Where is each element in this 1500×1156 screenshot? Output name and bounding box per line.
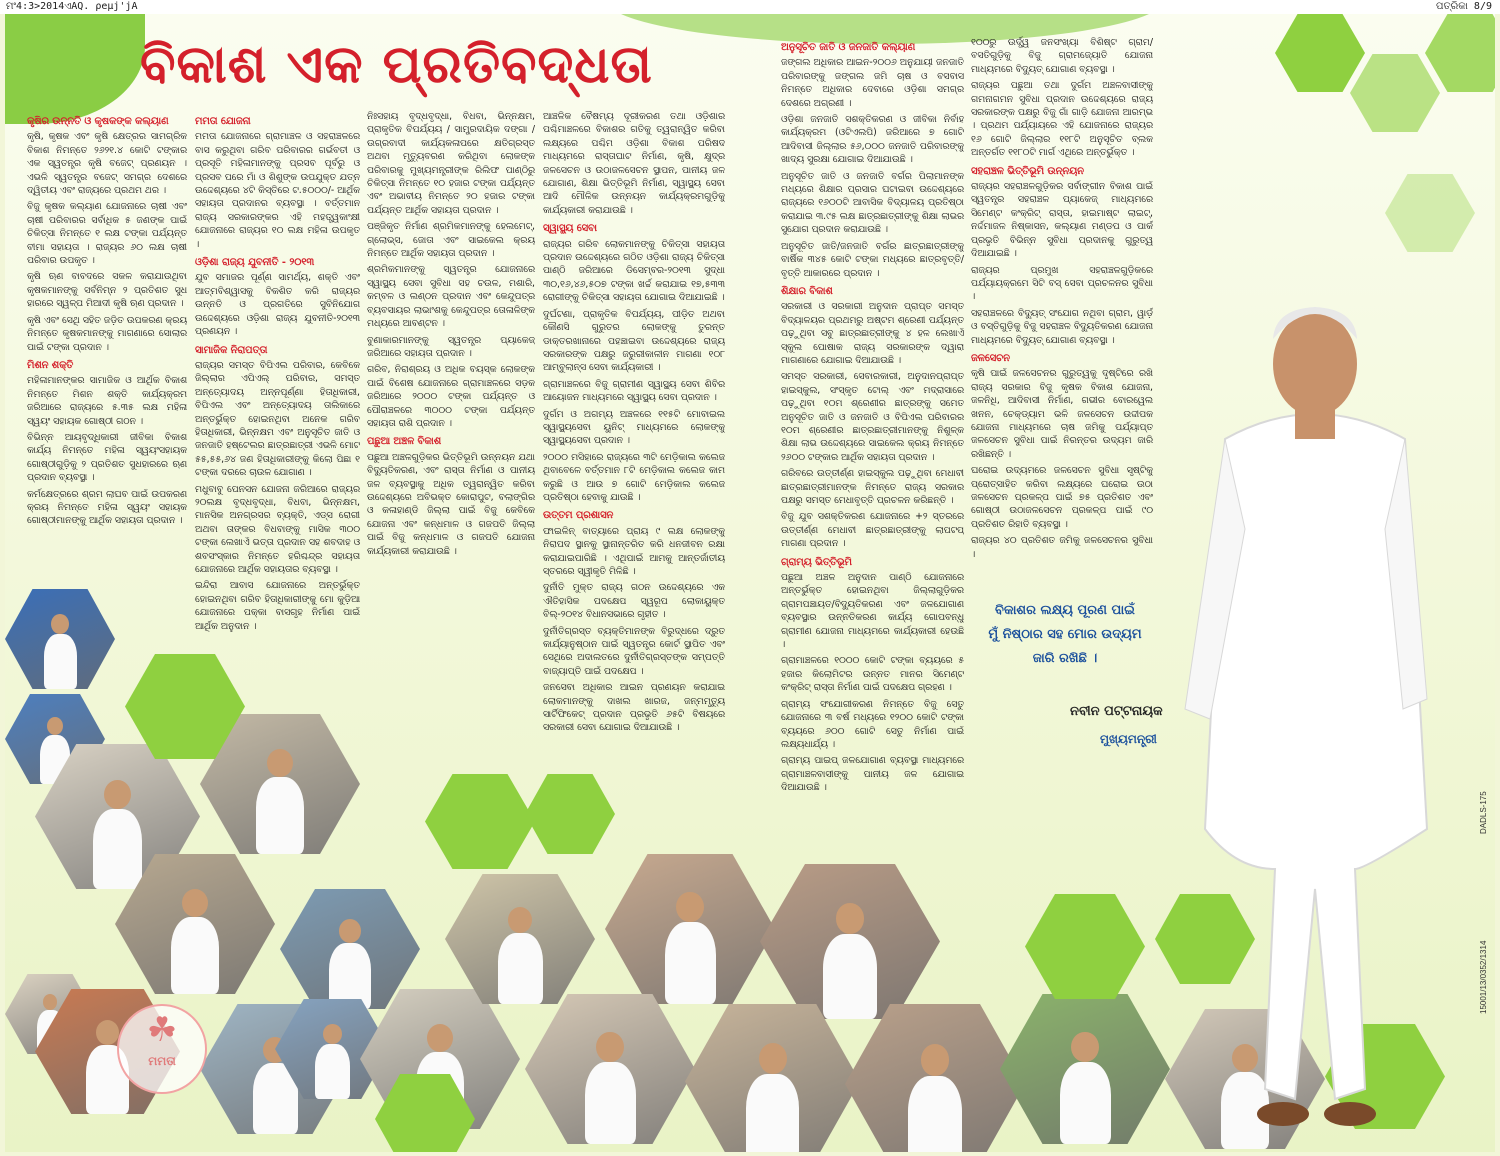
chief-minister-photo [1165, 269, 1435, 1149]
person-head [759, 1043, 787, 1074]
person-head [1071, 1032, 1098, 1062]
person-figure [498, 933, 543, 1005]
paragraph: ଦୁର୍ନୀତି ମୁକ୍ତ ରାଜ୍ୟ ଗଠନ ଉଦ୍ଦେଶ୍ୟରେ ଏକ ଐତିହାସିକ ପଦକ୍ଷେପ ସ୍ୱରୂପ ଲୋକାୟୁକ୍ତ ବିଲ୍-୨୦୧୪ ବିଧାନସଭାରେ ଗୃହୀତ । [543, 582, 725, 621]
paragraph: ରାଜ୍ୟର ପଛୁଆ ତଥା ଦୁର୍ଗମ ଅଞ୍ଚଳବାସୀଙ୍କୁ ଗମନାଗମନ ସୁବିଧା ପ୍ରଦାନ ଉଦ୍ଦେଶ୍ୟରେ ରାଜ୍ୟ ସରକାରଙ୍କ ପକ୍ଷରୁ ବିଜୁ ଗାଁ ଗାଡ଼ି ଯୋଜନା ଆରମ୍ଭ । ପ୍ରଥମ ପର୍ଯ୍ୟାୟରେ ଏହି ଯୋଜନାରେ ରାଜ୍ୟର ୧୬ ଗୋଟି ଜିଲ୍ଲାର ୧୧୮ଟି ଅନୁସୂଚିତ ବ୍ଲକ ଅନ୍ତର୍ଗତ ୧୧୮୦ଟି ମାର୍ଗ ଏଥିରେ ଅନ୍ତର୍ଭୁକ୍ତ । [971, 80, 1153, 159]
paragraph: କର୍ମକ୍ଷେତ୍ରରେ ଶ୍ରମ ଲାଘବ ପାଇଁ ଉପକରଣ କ୍ରୟ ନିମନ୍ତେ ମହିଳା ସ୍ୱୟଂ ସହାୟକ ଗୋଷ୍ଠୀମାନଙ୍କୁ ଆର୍ଥିକ ସହାୟତା ପ୍ରଦାନ । [27, 488, 187, 527]
paragraph: ଶ୍ରମିକମାନଙ୍କୁ ସ୍ୱତନ୍ତ୍ର ଯୋଜନାରେ ସ୍ୱାସ୍ଥ୍ୟ ସେବା ସୁବିଧା ସହ ଚଉଳ, ମଶାରି, କମ୍ବଳ ଓ ଲଣ୍ଠନ ପ୍ରଦାନ ଏବଂ କେନ୍ଦୁପତ୍ର ବ୍ୟବସାୟର ଲାଭାଂଶକୁ କେନ୍ଦୁପତ୍ର ତୋଳାଳିଙ୍କ ମଧ୍ୟରେ ଆବଣ୍ଟନ । [367, 264, 535, 330]
paragraph: ବୁଣାକାରମାନଙ୍କୁ ସ୍ୱତନ୍ତ୍ର ପ୍ୟାକେଜ୍ ଜରିଆରେ ସହାୟତା ପ୍ରଦାନ । [367, 334, 535, 359]
cm-quote [965, 599, 1165, 671]
person-head [267, 749, 293, 777]
section-heading: ସ୍ୱାସ୍ଥ୍ୟ ସେବା [543, 223, 597, 235]
photo-hex [445, 874, 595, 1004]
paragraph: ଗ୍ରାମାଞ୍ଚଳରେ ବିଜୁ ଗ୍ରାମୀଣ ସ୍ୱାସ୍ଥ୍ୟ ସେବା ଶିବିର ଆୟୋଜନ ମାଧ୍ୟମରେ ସ୍ୱାସ୍ଥ୍ୟ ସେବା ପ୍ରଦାନ । [543, 378, 725, 404]
dadls-code: DADLS-175 [1479, 791, 1488, 834]
deco-hex [1275, 14, 1365, 92]
deco-hex [1350, 54, 1440, 132]
person-figure [1060, 1062, 1111, 1145]
paragraph: ଅନୁସୂଚିତ ଜାତି/ଜନଜାତି ବର୍ଗର ଛାତ୍ରଛାତ୍ରୀଙ୍କୁ ବାର୍ଷିକ ୩୪୫ କୋଟି ଟଙ୍କା ମଧ୍ୟରେ ଛାତ୍ରବୃତ୍ତି/ବୃତ୍ତି ଆକାରରେ ପ୍ରଦାନ । [781, 240, 964, 279]
paragraph: ଗ୍ରାମ୍ୟ ସଂଯୋଗୀକରଣ ନିମନ୍ତେ ବିଜୁ ସେତୁ ଯୋଜନାରେ ୩ ବର୍ଷ ମଧ୍ୟରେ ୧୨୦୦ କୋଟି ଟଙ୍କା ବ୍ୟୟରେ ୬୦୦ ଗୋଟି ସେତୁ ନିର୍ମାଣ ପାଇଁ ଲକ୍ଷ୍ୟଧାର୍ଯ୍ୟ । [781, 698, 964, 750]
reference-code: 15001/13/0352/1314 [1479, 940, 1488, 1014]
paragraph: ଅନୁସୂଚିତ ଜାତି ଓ ଜନଜାତି ବର୍ଗର ପିଲାମାନଙ୍କ ମଧ୍ୟରେ ଶିକ୍ଷାର ପ୍ରସାର ଘଟାଇବା ଉଦ୍ଦେଶ୍ୟରେ ରାଜ୍ୟରେ ୧୬୦୦ଟି ଆବାସିକ ବିଦ୍ୟାଳୟ ପ୍ରତିଷ୍ଠା କରାଯାଇ ୩.୯୫ ଲକ୍ଷ ଛାତ୍ରଛାତ୍ରୀଙ୍କୁ ଶିକ୍ଷା ଲାଭର ସୁଯୋଗ ପ୍ରଦାନ କରାଯାଉଛି । [781, 170, 964, 236]
green-blob [5, 14, 145, 124]
paragraph: ଦୁର୍ଗମ ଓ ଅଗମ୍ୟ ଅଞ୍ଚଳରେ ୧୧୫ଟି ମୋବାଇଲ ସ୍ୱାସ୍ଥ୍ୟସେବା ୟୁନିଟ୍ ମାଧ୍ୟମରେ ଲୋକଙ୍କୁ ସ୍ୱାସ୍ଥ୍ୟସେବା ପ୍ରଦାନ । [543, 408, 725, 447]
advertisement-page [5, 14, 1495, 1152]
person-head [96, 1020, 119, 1045]
paragraph: ସମସ୍ତ ସରକାରୀ, ସେବାରକାରୀ, ଅନୁଦାନପ୍ରାପ୍ତ ହାଇସ୍କୁଲ, ସଂସ୍କୃତ ଟୋଲ୍ ଏବଂ ମଦ୍ରାସାରେ ପଢ଼ୁଥିବା ୧୦ମ ଶ୍ରେଣୀର ଛାତ୍ରଙ୍କୁ ସମେତ ଅନୁସୂଚିତ ଜାତି ଓ ଜନଜାତି ଓ ବିପିଏଲ ପରିବାରର ୧୦ମ ଶ୍ରେଣୀର ଛାତ୍ରଛାତ୍ରୀମାନଙ୍କୁ ନିଶୁଳ୍କ ଶିକ୍ଷା ଲାଭ ଉଦ୍ଦେଶ୍ୟରେ ସାଇକେଲ କ୍ରୟ ନିମନ୍ତେ ୨୬୦୦ ଟଙ୍କାର ଆର୍ଥିକ ସହାୟତା ପ୍ରଦାନ । [781, 371, 964, 463]
text-column [781, 36, 964, 816]
paragraph: ଜନସେବା ଅଧିକାର ଆଇନ ପ୍ରଣୟନ କରାଯାଇ ଲୋକମାନଙ୍କୁ ଦାଖଲ ଖାରଜ, ଜନ୍ମମୃତ୍ୟୁ ସାର୍ଟିଫିକେଟ୍ ପ୍ରଦାନ ପ୍ରଭୃତି ୬୫ଟି ବିଷୟରେ ସରକାରୀ ସେବା ଯୋଗାଇ ଦିଆଯାଉଛି । [543, 682, 725, 734]
paragraph: ନିଃସହାୟ ବୃଦ୍ଧବୃଦ୍ଧା, ବିଧବା, ଭିନ୍ନକ୍ଷମ, ପ୍ରାକୃତିକ ବିପର୍ଯ୍ୟୟ / ସାମ୍ପ୍ରଦାୟିକ ଦଙ୍ଗା / ଉଗ୍ରବାଦୀ କାର୍ଯ୍ୟକଳାପରେ କ୍ଷତିଗ୍ରସ୍ତ ଅଥବା ମୃତ୍ୟୁବରଣ କରିଥିବା ଲୋକଙ୍କ ପରିବାରକୁ ମୁଖ୍ୟମନ୍ତ୍ରୀଙ୍କ ରିଲିଫ ପାଣ୍ଠିରୁ ଚିକିତ୍ସା ନିମନ୍ତେ ୧୦ ହଜାର ଟଙ୍କା ପର୍ଯ୍ୟନ୍ତ ଏବଂ ଅଭାବୀୟ ନିମନ୍ତେ ୨୦ ହଜାର ଟଙ୍କା ପର୍ଯ୍ୟନ୍ତ ଆର୍ଥିକ ସହାୟତା ପ୍ରଦାନ । [367, 111, 535, 216]
person-head [43, 994, 57, 1010]
paragraph: ଆଞ୍ଚଳିକ ବୈଷମ୍ୟ ଦୂରୀକରଣ ତଥା ଓଡ଼ିଶାର ପଶ୍ଚିମାଞ୍ଚଳରେ ବିକାଶର ଗତିକୁ ତ୍ୱରାନ୍ୱିତ କରିବା ଲକ୍ଷ୍ୟରେ ପଶ୍ଚିମ ଓଡ଼ିଶା ବିକାଶ ପରିଷଦ ମାଧ୍ୟମରେ ରାସ୍ତାଘାଟ ନିର୍ମାଣ, କୃଷି, କ୍ଷୁଦ୍ର ଜଳସେଚନ ଓ ଉଠାଜଳସେଚନ ସ୍ଥାପନ, ପାନୀୟ ଜଳ ଯୋଗାଣ, ଶିକ୍ଷା ଭିତ୍ତିଭୂମି ନିର୍ମାଣ, ସ୍ୱାସ୍ଥ୍ୟ ସେବା ଆଦି ମୌଳିକ ଉନ୍ନୟନ କାର୍ଯ୍ୟକ୍ରମଗୁଡ଼ିକୁ କାର୍ଯ୍ୟକାରୀ କରାଯାଉଛି । [543, 111, 725, 216]
person-figure [93, 809, 143, 889]
paragraph: ରାଜ୍ୟର ଗରିବ ଲୋକମାନଙ୍କୁ ଚିକିତ୍ସା ସହାୟତା ପ୍ରଦାନ ଉଦ୍ଦେଶ୍ୟରେ ଗଠିତ ଓଡ଼ିଶା ରାଜ୍ୟ ଚିକିତ୍ସା ପାଣ୍ଠି ଜରିଆରେ ଡିସେମ୍ବର-୨୦୧୩ ସୁଦ୍ଧା ୩୦,୧୬,୪୬,୫୦୭ ଟଙ୍କା ଖର୍ଚ୍ଚ କରାଯାଇ ୧୭,୫୩୩ ରୋଗୀଙ୍କୁ ଚିକିତ୍ସା ସହାୟତା ଯୋଗାଇ ଦିଆଯାଇଛି । [543, 238, 725, 304]
person-head [47, 717, 63, 735]
paragraph: ସହରାଞ୍ଚଳରେ ବିଦ୍ୟୁତ୍ ସଂଯୋଗ ନଥିବା ଗ୍ରାମ, ୱାର୍ଡ଼ ଓ ବସ୍ତିଗୁଡ଼ିକୁ ବିଜୁ ସହରାଞ୍ଚଳ ବିଦ୍ୟୁତିକରଣ ଯୋଜନା ମାଧ୍ୟମରେ ବିଦ୍ୟୁତ୍ ଯୋଗାଣ ବ୍ୟବସ୍ଥା । [971, 307, 1153, 346]
page-number: ପତ୍ରିକା 8/9 [1436, 1, 1492, 12]
paragraph: କୃଷି ଏବଂ ସେଥି ସହିତ ଜଡ଼ିତ ଉପକରଣ କ୍ରୟ ନିମନ୍ତେ କୃଷକମାନଙ୍କୁ ମାଗଣାରେ ସୋଲାର ପାଇଁ ଟଙ୍କା ପ୍ରଦାନ । [27, 314, 187, 353]
paragraph: ୧୦୦ରୁ ଉର୍ଦ୍ଧ୍ୱ ଜନସଂଖ୍ୟା ବିଶିଷ୍ଟ ଗ୍ରାମ/ବସତିଗୁଡ଼ିକୁ ବିଜୁ ଗ୍ରାମଜ୍ୟୋତି ଯୋଜନା ମାଧ୍ୟମରେ ବିଦ୍ୟୁତ୍ ଯୋଗାଣ ବ୍ୟବସ୍ଥା । [971, 37, 1153, 75]
paragraph: ପଛୁଆ ଅଞ୍ଚଳ ଅନୁଦାନ ପାଣ୍ଠି ଯୋଜନାରେ ଅନ୍ତର୍ଭୁକ୍ତ ହୋଇନଥିବା ଜିଲ୍ଲାଗୁଡ଼ିକର ଗ୍ରାମପଞ୍ଚାୟତ/ବିଦ୍ୟୁତିକରଣ ଏବଂ ଜଳଯୋଗାଣ ବ୍ୟବସ୍ଥାର ଉନ୍ନତିକରଣ କାର୍ଯ୍ୟ ଗୋପବନ୍ଧୁ ଗ୍ରାମୀଣ ଯୋଜନା ମାଧ୍ୟମରେ କାର୍ଯ୍ୟକାରୀ ହେଉଛି । [781, 572, 964, 651]
signature: ନବୀନ ପଟ୍ଟନାୟକ [1070, 704, 1163, 719]
section-heading: କୃଷିର ଉନ୍ନତି ଓ କୃଷକଙ୍କ କଲ୍ୟାଣ [27, 116, 169, 127]
person-head [323, 1024, 341, 1044]
quote-line: ମୁଁ ନିଷ୍ଠାର ସହ ମୋର ଉଦ୍ୟମ [988, 627, 1142, 642]
paragraph: ଗ୍ରାମ୍ୟ ପାଇପ୍ ଜଳଯୋଗାଣ ବ୍ୟବସ୍ଥା ମାଧ୍ୟମରେ ଗ୍ରାମାଞ୍ଚଳବାସୀଙ୍କୁ ପାନୀୟ ଜଳ ଯୋଗାଇ ଦିଆଯାଉଛି । [781, 755, 964, 794]
deco-hex [1425, 14, 1495, 92]
text-column [195, 110, 360, 650]
photo-hex [605, 854, 775, 1004]
paragraph: ପଛୁଆ ଅଞ୍ଚଳଗୁଡ଼ିକର ଭିତ୍ତିଭୂମି ଉନ୍ନୟନ ଯଥା ବିଦ୍ୟୁତିକରଣ, ଏବଂ ରାସ୍ତା ନିର୍ମାଣ ଓ ପାନୀୟ ଜଳ ବ୍ୟବସ୍ଥାକୁ ଅଧିକ ତ୍ୱରାନ୍ୱିତ କରିବା ଉଦ୍ଦେଶ୍ୟରେ ଅବିଭକ୍ତ କୋରାପୁଟ, ବଲାଙ୍ଗିର ଓ କଳାହାଣ୍ଡି ଜିଲ୍ଲା ପାଇଁ ବିଜୁ କେବିକେ ଯୋଜନା ଏବଂ କନ୍ଧମାଳ ଓ ଗଜପତି ଜିଲ୍ଲା ପାଇଁ ବିଜୁ କନ୍ଧମାଳ ଓ ଗଜପତି ଯୋଜନା କାର୍ଯ୍ୟକାରୀ କରାଯାଉଛି । [367, 451, 535, 557]
text-column [543, 110, 725, 850]
photo-hex [1000, 994, 1170, 1144]
photo-hex [760, 864, 940, 1019]
section-heading: ଶିକ୍ଷାର ବିକାଶ [781, 285, 833, 297]
deco-hex [1385, 174, 1475, 252]
person-head [596, 1032, 623, 1062]
paragraph: ବିଭିନ୍ନ ଆୟବୃଦ୍ଧିକାରୀ ଜୀବିକା ବିକାଶ କାର୍ଯ୍ୟ ନିମନ୍ତେ ମହିଳା ସ୍ୱୟଂସହାୟକ ଗୋଷ୍ଠୀଗୁଡ଼ିକୁ ୨ ପ୍ରତିଶତ ସୁଧହାରରେ ଋଣ ପ୍ରଦାନ ବ୍ୟବସ୍ଥା । [27, 431, 187, 484]
person-figure [585, 1062, 636, 1145]
paragraph: ଗ୍ରାମାଞ୍ଚଳରେ ୧୦୦୦ କୋଟି ଟଙ୍କା ବ୍ୟୟରେ ୫ ହଜାର କିଲୋମିଟର ଉନ୍ନତ ମାନର ସିମେଣ୍ଟ କଂକ୍ରିଟ୍ ରାସ୍ତା ନିର୍ମାଣ ପାଇଁ ପଦକ୍ଷେପ ଗ୍ରହଣ । [781, 655, 964, 694]
section-heading: ଗ୍ରାମ୍ୟ ଭିତ୍ତିଭୂମି [781, 556, 852, 568]
person-figure [171, 917, 219, 994]
person-head [182, 889, 208, 917]
paragraph: ଗରିବରେ ଉତ୍ତୀର୍ଣ୍ଣ ହାଇସ୍କୁଲ ପଢ଼ୁଥିବା ମେଧାବୀ ଛାତ୍ରଛାତ୍ରୀମାନଙ୍କ ନିମନ୍ତେ ରାଜ୍ୟ ସରକାର ପକ୍ଷରୁ ସମସ୍ତ ମେଧାବୃତ୍ତି ପ୍ରଚଳନ କରିଛନ୍ତି । [781, 468, 964, 506]
person-head [836, 903, 865, 934]
paragraph: ଗରିବ, ନିରାଶ୍ରୟ ଓ ଅଧିକ ବୟସ୍କ ଲୋକଙ୍କ ପାଇଁ ବିଶେଷ ଯୋଜନାରେ ଗ୍ରାମାଞ୍ଚଳରେ ସଡ଼କ ଜରିଆରେ ୨୦୦୦ ଟଙ୍କା ପର୍ଯ୍ୟନ୍ତ ଓ ପୌରାଞ୍ଚଳରେ ୩୦୦୦ ଟଙ୍କା ପର୍ଯ୍ୟନ୍ତ ସହାୟତା ରାଶି ପ୍ରଦାନ । [367, 364, 535, 429]
paragraph: ରାଜ୍ୟର ସହରାଞ୍ଚଳଗୁଡ଼ିକର ସର୍ବାଙ୍ଗୀନ ବିକାଶ ପାଇଁ ସ୍ୱତନ୍ତ୍ର ସହରାଞ୍ଚଳ ପ୍ୟାକେଜ୍ ମାଧ୍ୟମରେ ସିମେଣ୍ଟ କଂକ୍ରିଟ୍ ରାସ୍ତା, ହାଇମାଷ୍ଟ ଲାଇଟ୍, ନର୍ଦ୍ଦମାଜଳ ନିଷ୍କାସନ, କଲ୍ୟାଣ ମଣ୍ଡପ ଓ ପାର୍କ ପ୍ରଭୃତି ବିଭିନ୍ନ ସୁବିଧା ପ୍ରଦାନକୁ ଗୁରୁତ୍ୱ ଦିଆଯାଇଛି । [971, 181, 1153, 260]
deco-hex [1025, 894, 1145, 999]
paragraph: ଫାଇଳିନ୍ ବାତ୍ୟାରେ ପ୍ରାୟ ୯ ଲକ୍ଷ ଲୋକଙ୍କୁ ନିରାପଦ ସ୍ଥାନକୁ ସ୍ଥାନାନ୍ତରିତ କରି ଧନଜୀବନ ରକ୍ଷା କରାଯାଇପାରିଛି । ଏଥିପାଇଁ ଆମକୁ ଆନ୍ତର୍ଜାତୀୟ ସ୍ତରରେ ସ୍ୱୀକୃତି ମିଳିଛି । [543, 525, 725, 577]
paragraph: ପଞ୍ଜିକୃତ ନିର୍ମାଣ ଶ୍ରମିକମାନଙ୍କୁ ହେଲମେଟ୍, ଗ୍ଲୋଭ୍ସ, ଜୋତା ଏବଂ ସାଇକେଲ କ୍ରୟ ନିମନ୍ତେ ଆର୍ଥିକ ସହାୟତା ପ୍ରଦାନ । [367, 221, 535, 260]
person-figure [665, 922, 716, 1005]
paragraph: କୃଷି ଋଣ ବାବଦରେ ସକଳ କରାଯାଉଥିବା କୃଷକମାନଙ୍କୁ ସର୍ବନିମ୍ନ ୨ ପ୍ରତିଶତ ସୁଧ ହାରରେ ସ୍ୱଳ୍ପ ମିଆଦୀ କୃଷି ଋଣ ପ୍ରଦାନ । [27, 271, 187, 310]
quote-line: ଜାରି ରଖିଛି । [1032, 651, 1098, 666]
photo-hex [525, 994, 695, 1144]
person-figure [746, 1074, 799, 1152]
section-heading: ଜଳସେଚନ [971, 352, 1010, 364]
paragraph: ମମତା ଯୋଜନାରେ ଗ୍ରାମାଞ୍ଚଳ ଓ ସହରାଞ୍ଚଳରେ ବାସ କରୁଥିବା ଗରିବ ପରିବାରର ଗର୍ଭବତୀ ଓ ପ୍ରସୂତି ମହିଳାମାନଙ୍କୁ ପ୍ରସବ ପୂର୍ବରୁ ଓ ପ୍ରସବ ପରେ ମାଁ ଓ ଶିଶୁଙ୍କ ଉପଯୁକ୍ତ ଯତ୍ନ ଉଦ୍ଦେଶ୍ୟରେ ୪ଟି କିସ୍ତିରେ ଟ.୫୦୦୦/- ଆର୍ଥିକ ସହାୟତା ପ୍ରଦାନର ବ୍ୟବସ୍ଥା । ବର୍ତ୍ତମାନ ରାଜ୍ୟ ସରକାରଙ୍କର ଏହି ମହତ୍ତ୍ୱକାଂକ୍ଷୀ ଯୋଜନାରେ ରାଜ୍ୟର ୧୦ ଲକ୍ଷ ମହିଳା ଉପକୃତ । [195, 131, 360, 250]
mamata-logo-label: ମମତା [148, 1054, 176, 1068]
paragraph: ୨୦୦୦ ମସିହାରେ ରାଜ୍ୟରେ ୩ଟି ମେଡ଼ିକାଲ କଲେଜ ଥିବାବେଳେ ବର୍ତ୍ତମାନ ୮ଟି ମେଡ଼ିକାଲ କଲେଜ କାମ କରୁଛି ଓ ଆଉ ୭ ଗୋଟି ମେଡ଼ିକାଲ କଲେଜ ପ୍ରତିଷ୍ଠା ହେବାକୁ ଯାଉଛି । [543, 451, 725, 503]
person-head [921, 1044, 950, 1076]
paragraph: ବିଜୁ ଯୁବ ସଶକ୍ତିକରଣ ଯୋଜନାରେ +୨ ସ୍ତରରେ ଉତ୍ତୀର୍ଣ୍ଣ ମେଧାବୀ ଛାତ୍ରଛାତ୍ରୀଙ୍କୁ ଲାପଟପ୍ ମାଗଣା ପ୍ରଦାନ । [781, 511, 964, 550]
person-head [51, 614, 69, 634]
paragraph: ବିଜୁ କୃଷକ କଲ୍ୟାଣ ଯୋଜନାରେ ଚାଷୀ ଏବଂ ଚାଷୀ ପରିବାରର ସର୍ବାଧିକ ୫ ଜଣଙ୍କ ପାଇଁ ଚିକିତ୍ସା ନିମନ୍ତେ ୧ ଲକ୍ଷ ଟଙ୍କା ପର୍ଯ୍ୟନ୍ତ ବୀମା ସହାୟତା । ରାଜ୍ୟର ୬୦ ଲକ୍ଷ ଚାଷୀ ପରିବାର ଉପକୃତ । [27, 201, 187, 267]
section-heading: ମମତା ଯୋଜନା [195, 116, 251, 127]
section-heading: ସାମାଜିକ ନିରାପତ୍ତା [195, 344, 268, 356]
paragraph: ଦୁର୍ନୀତିଗ୍ରସ୍ତ ବ୍ୟକ୍ତିମାନଙ୍କ ବିରୁଦ୍ଧରେ ଦ୍ରୁତ କାର୍ଯ୍ୟାନୁଷ୍ଠାନ ପାଇଁ ସ୍ୱତନ୍ତ୍ର କୋର୍ଟ ସ୍ଥାପିତ ଏବଂ ସେଥିରେ ଅଦାଲତରେ ଦୁର୍ନୀତିଗ୍ରସ୍ତଙ୍କ ସମ୍ପତ୍ତି ବାଜ୍ୟାପ୍ତି ପାଇଁ ପଦକ୍ଷେପ । [543, 625, 725, 677]
section-heading: ଉତ୍ତମ ପ୍ରଶାସନ [543, 510, 614, 522]
person-head [676, 892, 703, 922]
section-heading: ପଛୁଆ ଅଞ୍ଚଳ ବିକାଶ [367, 436, 441, 448]
print-header [0, 0, 1500, 14]
photo-hex [685, 1004, 860, 1152]
photo-hex [5, 589, 115, 689]
person-head [104, 780, 130, 809]
paragraph: ରାଜ୍ୟର ୪୦ ପ୍ରତିଶତ ଜମିକୁ ଜଳସେଚନର ସୁବିଧା । [971, 535, 1153, 560]
paragraph: ଜଙ୍ଗଲ ଅଧିକାର ଆଇନ-୨୦୦୬ ଅନୁଯାୟୀ ଜନଜାତି ପରିବାରଙ୍କୁ ଜଙ୍ଗଲ ଜମି ଚାଷ ଓ ବସବାସ ନିମନ୍ତେ ଅଧିକାର ଦେବାରେ ଓଡ଼ିଶା ସମଗ୍ର ଦେଶରେ ଅଗ୍ରଣୀ । [781, 57, 964, 109]
section-heading: ଅନୁସୂଚିତ ଜାତି ଓ ଜନଜାତି କଲ୍ୟାଣ [781, 42, 916, 53]
paragraph: ଦୁର୍ଘଟଣା, ପ୍ରାକୃତିକ ବିପର୍ଯ୍ୟୟ, ପୀଡ଼ିତ ଅଥବା କୌଣସି ଗୁରୁତର ଲୋକଙ୍କୁ ତୁରନ୍ତ ଡାକ୍ତରଖାନାରେ ପହଞ୍ଚାଇବା ଉଦ୍ଦେଶ୍ୟରେ ରାଜ୍ୟ ସରକାରଙ୍କ ପକ୍ଷରୁ ଜରୁରୀକାଳୀନ ମାଗଣା ୧୦୮ ଆମ୍ବୁଲାନ୍ସ ସେବା କାର୍ଯ୍ୟକାରୀ । [543, 308, 725, 374]
text-column [367, 110, 535, 650]
paragraph: କୃଷି, କୃଷକ ଏବଂ କୃଷି କ୍ଷେତ୍ରର ସାମଗ୍ରିକ ବିକାଶ ନିମନ୍ତେ ୨୬୨୧.୪ କୋଟି ଟଙ୍କାର ଏକ ସ୍ୱତନ୍ତ୍ର କୃଷି ବଜେଟ୍ ପ୍ରଣୟନ । ଏଭଳି ସ୍ୱତନ୍ତ୍ର ବଜେଟ୍ ସମଗ୍ର ଦେଶରେ ଦ୍ୱିତୀୟ ଏବଂ ରାଜ୍ୟରେ ପ୍ରଥମ ଥର । [27, 131, 187, 197]
paragraph: ଯୁବ ସମାଜର ପୂର୍ଣ୍ଣ ସାମର୍ଥ୍ୟ, ଶକ୍ତି ଏବଂ ଆତ୍ମବିଶ୍ୱାସକୁ ବିକଶିତ କରି ରାଜ୍ୟର ଉନ୍ନତି ଓ ପ୍ରଗତିରେ ସୁବିନିଯୋଗ ଉଦ୍ଦେଶ୍ୟରେ ଓଡ଼ିଶା ରାଜ୍ୟ ଯୁବନୀତି-୨୦୧୩ ପ୍ରଣୟନ । [195, 272, 360, 338]
paragraph: ରାଜ୍ୟର ପ୍ରମୁଖ ସହରାଞ୍ଚଳଗୁଡ଼ିକରେ ପର୍ଯ୍ୟାୟକ୍ରମେ ସିଟି ବସ୍ ସେବା ପ୍ରଚଳନର ସୁବିଧା । [971, 264, 1153, 303]
photo-hex [845, 1004, 1025, 1152]
paragraph: ମଧୁବାବୁ ପେନସନ ଯୋଜନା ଜରିଆରେ ରାଜ୍ୟର ୨୦ଲକ୍ଷ ବୃଦ୍ଧବୃଦ୍ଧା, ବିଧବା, ଭିନ୍ନକ୍ଷମ, ମାନସିକ ଅନଗ୍ରସର ବ୍ୟକ୍ତି, ଏଡ୍ସ ରୋଗୀ ଅଥବା ତାଙ୍କର ବିଧବାଙ୍କୁ ମାସିକ ୩୦୦ ଟଙ୍କା ଲେଖାଏଁ ଭତ୍ତା ପ୍ରଦାନ ସହ ଶବଦାହ ଓ ଶବସଂସ୍କାର ନିମନ୍ତେ ହରିଶ୍ଚନ୍ଦ୍ର ସହାୟତା ଯୋଜନାରେ ଆର୍ଥିକ ସହାୟତାର ବ୍ୟବସ୍ଥା । [195, 483, 360, 575]
paragraph: ମହିଳାମାନଙ୍କର ସାମାଜିକ ଓ ଆର୍ଥିକ ବିକାଶ ନିମନ୍ତେ ମିଶନ ଶକ୍ତି କାର୍ଯ୍ୟକ୍ରମ ଜରିଆରେ ରାଜ୍ୟରେ ୫.୩୫ ଲକ୍ଷ ମହିଳା ସ୍ୱୟଂ ସହାୟକ ଗୋଷ୍ଠୀ ଗଠନ । [27, 375, 187, 427]
paragraph: କୃଷି ପାଇଁ ଜଳସେଚନର ଗୁରୁତ୍ୱକୁ ଦୃଷ୍ଟିରେ ରଖି ରାଜ୍ୟ ସରକାର ବିଜୁ କୃଷକ ବିକାଶ ଯୋଜନା, ଜଳନିଧି, ଆଦିବାସୀ ନିର୍ମାଣ, ଗଭୀର ବୋରୱେଲ ଖନନ, ଚେକ୍ଡ୍ୟାମ ଭଳି ଜଳସେଚନ ଉଦ୍ଦୀପକ ଯୋଜନା ମାଧ୍ୟମରେ ଚାଷ ଜମିକୁ ପର୍ଯ୍ୟାପ୍ତ ଜଳସେଚନ ସୁବିଧା ପାଇଁ ନିରନ୍ତର ଉଦ୍ୟମ ଜାରି ରଖିଛନ୍ତି । [971, 368, 1153, 460]
paragraph: ରାଜ୍ୟର ସମସ୍ତ ବିପିଏଲ ପରିବାର, କେବିକେ ଜିଲ୍ଲାର ଏପିଏଲ୍ ପରିବାର, ସମସ୍ତ ଅନ୍ତ୍ୟୋଦୟ ଅନ୍ନପୂର୍ଣ୍ଣା ହିତାଧିକାରୀ, ବିପିଏଲ ଏବଂ ଅନ୍ତ୍ୟୋଦୟ ତାଲିକାରେ ଅନ୍ତର୍ଭୁକ୍ତ ହୋଇନଥିବା ଅନେକ ଗରିବ ହିତାଧିକାରୀ, ଭିନ୍ନକ୍ଷମ ଏବଂ ଅନୁସୂଚିତ ଜାତି ଓ ଜନଜାତି ହଷ୍ଟେଲର ଛାତ୍ରଛାତ୍ରୀ ଏଭଳି ମୋଟ ୫୫,୫୫,୬୪ ଜଣ ହିତାଧିକାରୀଙ୍କୁ କିଲୋ ପିଛା ୧ ଟଙ୍କା ଦରରେ ଚାଉଳ ଯୋଗାଣ । [195, 359, 360, 479]
person-figure [823, 934, 877, 1019]
paragraph: ଇନ୍ଦିରା ଆବାସ ଯୋଜନାରେ ଅନ୍ତର୍ଭୁକ୍ତ ହୋଇନଥିବା ଗରିବ ହିତାଧିକାରୀଙ୍କୁ ମୋ କୁଡ଼ିଆ ଯୋଜନାରେ ପକ୍କା ବାସଗୃହ ନିର୍ମାଣ ପାଇଁ ଆର୍ଥିକ ଅନୁଦାନ । [195, 580, 360, 632]
section-heading: ମିଶନ ଶକ୍ତି [27, 359, 74, 371]
paragraph: ସରକାରୀ ଓ ସରକାରୀ ଅନୁଦାନ ପ୍ରାପ୍ତ ସମସ୍ତ ବିଦ୍ୟାଳୟର ପ୍ରଥମରୁ ଅଷ୍ଟମ ଶ୍ରେଣୀ ପର୍ଯ୍ୟନ୍ତ ପଢ଼ୁଥିବା ସବୁ ଛାତ୍ରଛାତ୍ରୀଙ୍କୁ ୪ ହଳ ଲେଖାଏଁ ସ୍କୁଲ ପୋଷାକ ରାଜ୍ୟ ସରକାରଙ୍କ ଦ୍ୱାରା ମାଗଣାରେ ଯୋଗାଇ ଦିଆଯାଉଛି । [781, 301, 964, 366]
paragraph: ଘରୋଇ ଉଦ୍ୟମରେ ଜଳସେଚନ ସୁବିଧା ସୃଷ୍ଟିକୁ ପ୍ରୋତ୍ସାହିତ କରିବା ଲକ୍ଷ୍ୟରେ ଘରୋଇ ଉଠା ଜଳସେଚନ ପ୍ରକଳ୍ପ ପାଇଁ ୭୫ ପ୍ରତିଶତ ଏବଂ ଗୋଷ୍ଠୀ ଉଠାଜଳସେଚନ ପ୍ରକଳ୍ପ ପାଇଁ ୯୦ ପ୍ରତିଶତ ରିହାତି ବ୍ୟବସ୍ଥା । [971, 465, 1153, 530]
text-column [971, 36, 1153, 596]
page-title: ବିକାଶ ଏକ ପ୍ରତିବଦ୍ଧତା [140, 34, 653, 95]
print-code: ମଂ4:3>2014ଏAQ. ρeμj'jA [6, 1, 138, 12]
mother-child-icon: ☘ [146, 1010, 178, 1050]
section-heading: ଓଡ଼ିଶା ରାଜ୍ୟ ଯୁବନୀତି - ୨୦୧୩ [195, 257, 315, 269]
person-figure [256, 777, 304, 854]
section-heading: ସହରାଞ୍ଚଳ ଭିତ୍ତିଭୂମି ଉନ୍ନୟନ [971, 165, 1084, 177]
text-column [27, 110, 187, 580]
deco-hex [425, 774, 535, 869]
person-figure [44, 634, 77, 689]
mamata-logo [117, 1004, 207, 1094]
person-head [339, 919, 361, 943]
quote-line: ବିକାଶର ଲକ୍ଷ୍ୟ ପୂରଣ ପାଇଁ [995, 603, 1135, 618]
person-head [427, 1024, 453, 1052]
person-figure [908, 1076, 962, 1152]
person-figure [315, 1044, 350, 1099]
designation: ମୁଖ୍ୟମନ୍ତ୍ରୀ [1100, 732, 1157, 746]
paragraph: ଓଡ଼ିଶା ଜନଜାତି ସଶକ୍ତିକରଣ ଓ ଜୀବିକା ନିର୍ବାହ କାର୍ଯ୍ୟକ୍ରମ (ଓଟିଏଲପି) ଜରିଆରେ ୭ ଗୋଟି ଆଦିବାସୀ ଜିଲ୍ଲାର ୫୬,୦୦୦ ଜନଜାତି ପରିବାରଙ୍କୁ ଖାଦ୍ୟ ସୁରକ୍ଷା ଯୋଗାଇ ଦିଆଯାଉଛି । [781, 114, 964, 166]
person-head [508, 907, 532, 933]
